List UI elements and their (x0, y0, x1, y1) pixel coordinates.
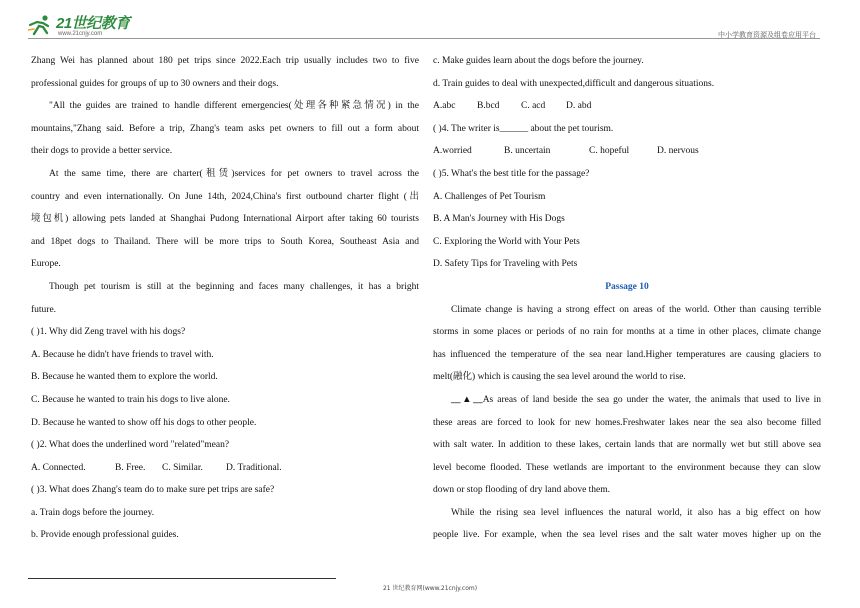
q3-option-a: A.abc (433, 101, 456, 112)
paragraph-line: their dogs to provide a better service. (31, 146, 173, 157)
paragraph-line: country and even internationally. On June 14th, 2024,China's first outbound charter flight (出 (31, 191, 419, 202)
q2-option-a: A. Connected. (31, 462, 86, 473)
paragraph-line: has influenced the temperature of the sea near land.Higher temperatures are causing glaciers to (433, 349, 821, 360)
q3-statement-a: a. Train dogs before the journey. (31, 507, 155, 518)
page-header (0, 0, 860, 48)
q3-options (433, 95, 821, 118)
paragraph-line: these areas are forced to look for new homes.Freshwater lakes near the sea also become filled (433, 417, 821, 428)
passage-title: Passage 10 (605, 281, 649, 292)
q4-option-a: A.worried (433, 146, 472, 157)
paragraph-line: storms in some places or periods of no rain for months at a time in other places, climate change (433, 327, 821, 338)
q1-option-b: B. Because he wanted them to explore the world. (31, 372, 218, 383)
paragraph-line: "All the guides are trained to handle different emergencies(处理各种紧急情况) in the (49, 101, 419, 112)
paragraph-line: professional guides for groups of up to 30 owners and their dogs. (31, 78, 279, 89)
q5-option-a: A. Challenges of Pet Tourism (433, 191, 546, 202)
q5-option-b: B. A Man's Journey with His Dogs (433, 214, 565, 225)
paragraph-line: people live. For example, when the sea level rises and the salt water moves higher up on the (433, 530, 821, 541)
q3-option-b: B.bcd (477, 101, 500, 112)
q3-statement-b: b. Provide enough professional guides. (31, 530, 179, 541)
question-4: ( )4. The writer is______ about the pet tourism. (433, 123, 614, 134)
q1-option-d: D. Because he wanted to show off his dogs to other people. (31, 417, 257, 428)
q5-option-d: D. Safety Tips for Traveling with Pets (433, 259, 578, 270)
header-platform-text: 中小学教育资源及组卷应用平台 (718, 31, 816, 39)
paragraph-line: future. (31, 304, 57, 315)
paragraph-line: melt(融化) which is causing the sea level around the world to rise. (433, 372, 686, 383)
q4-option-b: B. uncertain (504, 146, 551, 157)
logo-text: 21世纪教育 (56, 15, 130, 32)
paragraph-line: Though pet tourism is still at the beginning and faces many challenges, it has a bright (49, 281, 419, 292)
question-1: ( )1. Why did Zeng travel with his dogs? (31, 327, 186, 338)
right-column (433, 50, 821, 547)
q2-option-b: B. Free. (115, 462, 146, 473)
paragraph-line-rest: As areas of land beside the sea go under the water, the animals that used to live in (482, 394, 821, 405)
logo-url: www.21cnjy.com (58, 31, 103, 37)
paragraph-line: At the same time, there are charter(租赁)services for pet owners to travel across the (49, 168, 419, 179)
q2-option-c: C. Similar. (162, 462, 203, 473)
paragraph-line: Europe. (31, 259, 61, 270)
q4-options (433, 140, 821, 163)
q2-options (31, 457, 419, 480)
paragraph-line: with salt water. In addition to these lakes, certain lands that are normally wet but still above sea (433, 440, 821, 451)
page-footer: 21 世纪教育网(www.21cnjy.com) (382, 585, 478, 592)
q3-option-d: D. abd (566, 101, 592, 112)
paragraph-line: 境包机) allowing pets landed at Shanghai Pudong International Airport after taking 60 tourists (31, 214, 419, 225)
q5-option-c: C. Exploring the World with Your Pets (433, 236, 580, 247)
question-2: ( )2. What does the underlined word "related"mean? (31, 440, 230, 451)
q1-option-c: C. Because he wanted to train his dogs to live alone. (31, 394, 230, 405)
answer-blank: __▲__ (451, 394, 483, 405)
q3-statement-d: d. Train guides to deal with unexpected,difficult and dangerous situations. (433, 78, 715, 89)
left-column (31, 50, 419, 547)
paragraph-line: and 18pet dogs to Thailand. There will be more trips to South Korea, Southeast Asia and (31, 236, 419, 247)
paragraph-line: down or stop flooding of dry land above them. (433, 485, 611, 496)
paragraph-line: Zhang Wei has planned about 180 pet trips since 2022.Each trip usually includes two to five (31, 56, 419, 66)
paragraph-line: level become flooded. These wetlands are important to the environment because they can slow (433, 462, 821, 473)
q3-option-c: C. acd (521, 101, 546, 112)
q4-option-c: C. hopeful (589, 146, 630, 157)
q3-statement-c: c. Make guides learn about the dogs before the journey. (433, 56, 644, 66)
question-5: ( )5. What's the best title for the passage? (433, 168, 590, 179)
q2-option-d: D. Traditional. (226, 462, 282, 473)
footer-divider (28, 578, 336, 579)
q1-option-a: A. Because he didn't have friends to travel with. (31, 349, 214, 360)
q4-option-d: D. nervous (657, 146, 699, 157)
paragraph-line: mountains,"Zhang said. Before a trip, Zhang's team asks pet owners to fill out a form about (31, 123, 419, 134)
paragraph-line: Climate change is having a strong effect on areas of the world. Other than causing terrible (451, 304, 821, 315)
paragraph-line: While the rising sea level influences the natural world, it also has a big effect on how (451, 507, 821, 518)
runner-logo-icon (28, 14, 54, 36)
question-3: ( )3. What does Zhang's team do to make sure pet trips are safe? (31, 485, 275, 496)
header-divider (28, 38, 820, 39)
paragraph-line (433, 389, 821, 412)
